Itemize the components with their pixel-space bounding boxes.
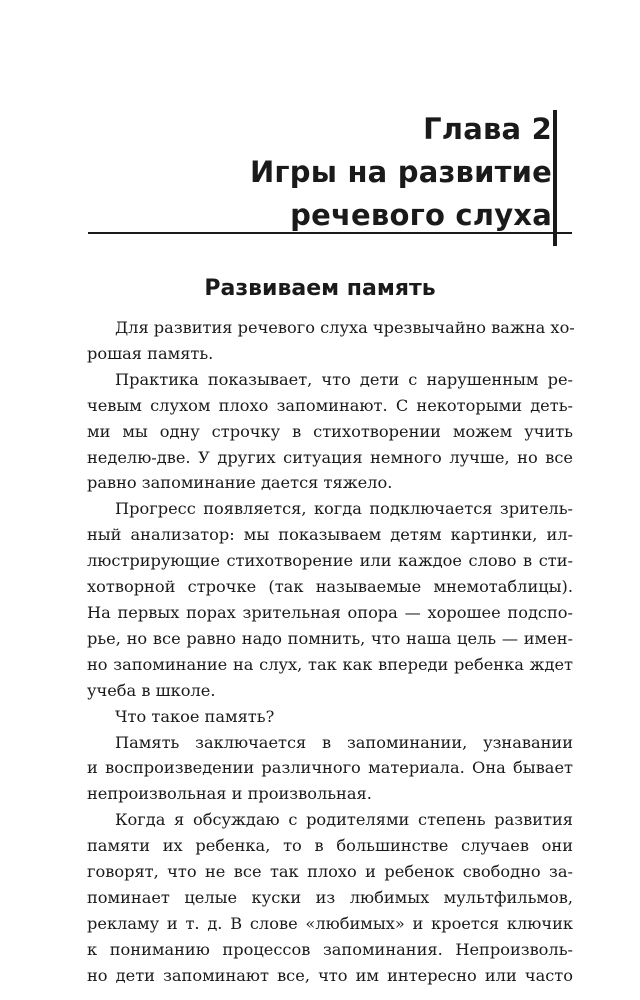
text-line: чевым слухом плохо запоминают. С некоторыми деть-	[87, 395, 573, 415]
text-line: и воспроизведении различного материала. Она бывает	[87, 758, 573, 778]
paragraph	[87, 367, 573, 497]
chapter-title-line-1: Игры на развитие	[249, 155, 552, 189]
paragraph	[87, 315, 573, 367]
text-line: но запоминание на слух, так как впереди ребенка ждет	[87, 654, 573, 674]
chapter-horizontal-rule	[88, 232, 572, 234]
body-text	[87, 315, 573, 989]
paragraph	[87, 496, 573, 703]
section-title: Развиваем память	[204, 276, 436, 301]
text-line: рекламу и т. д. В слове «любимых» и кроется ключик	[87, 913, 573, 933]
text-line: но дети запоминают все, что им интересно или часто	[87, 965, 573, 985]
text-line: На первых порах зрительная опора — хорошее подспо-	[87, 602, 573, 622]
text-line: Прогресс появляется, когда подключается зритель-	[115, 499, 573, 519]
text-line: поминает целые куски из любимых мультфильмов,	[87, 887, 573, 907]
chapter-title-line-2: речевого слуха	[290, 198, 552, 232]
text-line: памяти их ребенка, то в большинстве случаев они	[87, 836, 573, 856]
paragraph	[87, 807, 573, 988]
text-line: ми мы одну строчку в стихотворении можем учить	[87, 421, 573, 441]
paragraph	[87, 730, 573, 808]
text-line: Когда я обсуждаю с родителями степень развития	[115, 810, 573, 830]
text-line: люстрирующие стихотворение или каждое слово в сти-	[87, 551, 573, 571]
text-line: Практика показывает, что дети с нарушенным ре-	[115, 369, 573, 389]
text-line: ный анализатор: мы показываем детям картинки, ил-	[87, 525, 573, 545]
paragraph	[87, 704, 573, 730]
chapter-label: Глава 2	[423, 112, 552, 146]
text-line: рье, но все равно надо помнить, что наша цель — имен-	[87, 628, 573, 648]
text-line: Что такое память?	[115, 706, 275, 726]
text-line: к пониманию процессов запоминания. Непроизволь-	[87, 939, 573, 959]
text-line: рошая память.	[87, 343, 214, 363]
text-line: говорят, что не все так плохо и ребенок свободно за-	[87, 862, 573, 882]
chapter-heading	[250, 108, 552, 237]
chapter-vertical-rule	[553, 110, 557, 246]
text-line: хотворной строчке (так называемые мнемотаблицы).	[87, 577, 573, 597]
text-line: равно запоминание дается тяжело.	[87, 473, 393, 493]
text-line: учеба в школе.	[87, 680, 216, 700]
text-line: Для развития речевого слуха чрезвычайно важна хо-	[115, 318, 575, 337]
text-line: Память заключается в запоминании, узнавании	[115, 732, 573, 752]
text-line: непроизвольная и произвольная.	[87, 784, 372, 804]
text-line: неделю-две. У других ситуация немного лучше, но все	[87, 447, 573, 467]
